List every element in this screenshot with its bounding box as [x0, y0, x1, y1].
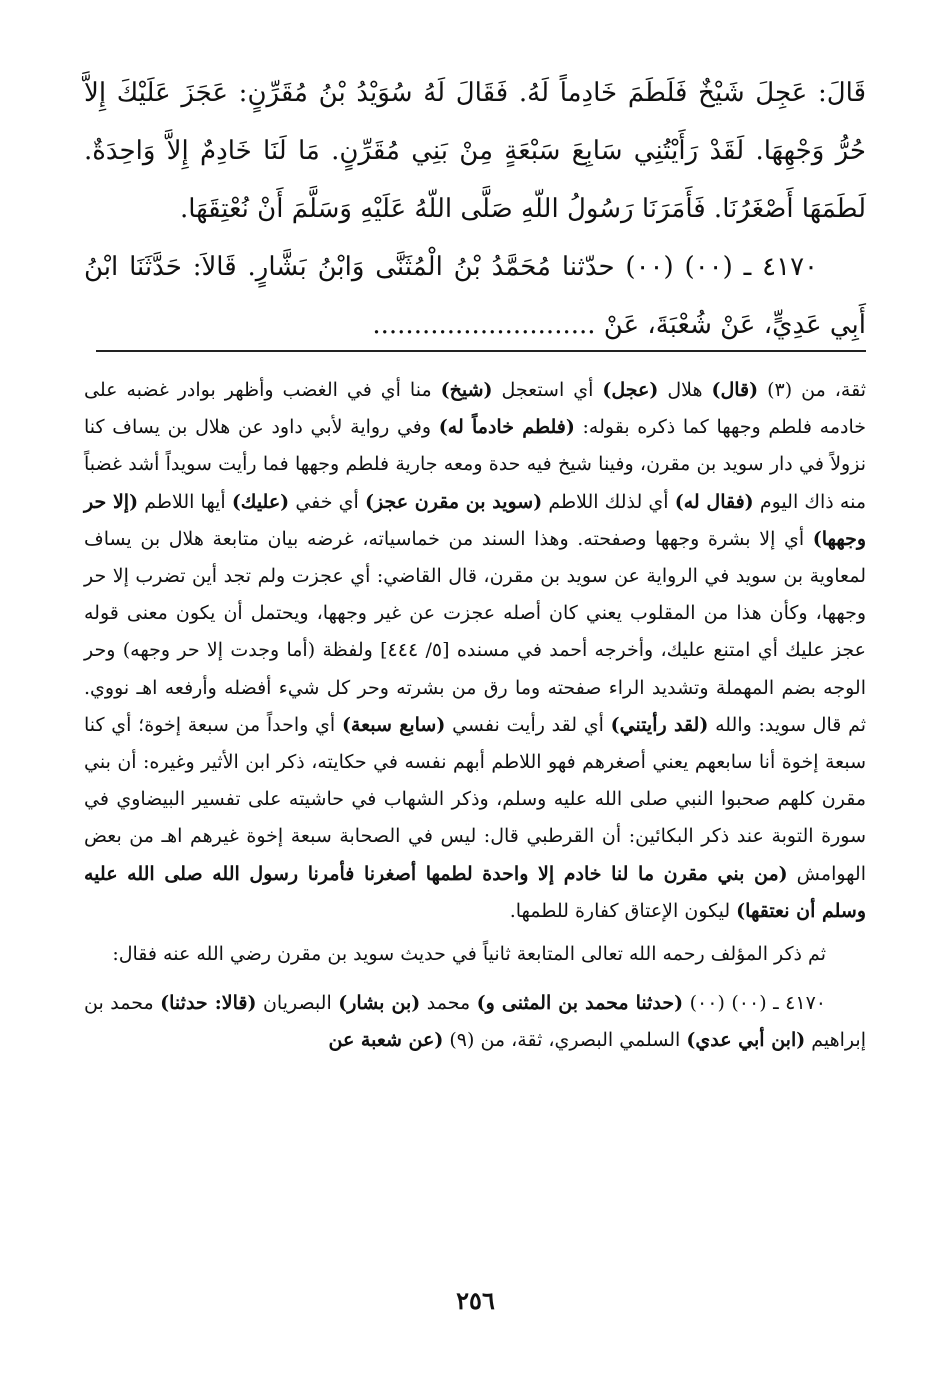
commentary-paragraph: ثقة، من (٣) (قال) هلال (عجل) أي استعجل (شيخ) منا أي في الغضب وأظهر بوادر غضبه على خادمه فلطم وجهها كما ذكره بقوله: (فلطم خادماً له) وفي رواية لأبي داود عن هلال بن يساف كنا نزولاً في دار سويد بن مقرن، وفينا شيخ فيه حدة ومعه جارية فلطم وجهها فما رأيت سويداً أشد غضباً منه ذاك اليوم (فقال له) أي لذلك اللاطم (سويد بن مقرن عجز) أي خفي (عليك) أيها اللاطم (إلا حر وجهها) أي إلا بشرة وجهها وصفحته. وهذا السند من خماسياته، غرضه بيان متابعة هلال بن يساف لمعاوية بن سويد في الرواية عن سويد بن مقرن، قال القاضي: أي عجزت ولم تجد أين تضرب إلا حر وجهها، وكأن هذا من المقلوب يعني كان أصله عجزت عن غير وجهها، ويحتمل أن يكون معنى قوله عجز عليك أي امتنع عليك، وأخرجه أحمد في مسنده [٥/ ٤٤٤] ولفظة (أما وجدت إلا حر وجهه) وحر الوجه بضم المهملة وتشديد الراء صفحته وما رق من بشرته وحر كل شيء أفضله وأرفعه اهـ نووي. ثم قال سويد: والله (لقد رأيتني) أي لقد رأيت نفسي (سابع سبعة) أي واحداً من سبعة إخوة؛ أي كنا سبعة إخوة أنا سابعهم يعني أصغرهم فهو اللاطم أبهم نفسه في حكايته، ذكر ابن الأثير وغيره: أن بني مقرن كلهم صحبوا النبي صلى الله عليه وسلم، وذكر الشهاب في حاشيته على تفسير البيضاوي في سورة التوبة عند ذكر البكائين: أن القرطبي قال: ليس في الصحابة سبعة إخوة غيرهم اهـ من بعض الهوامش (من بني مقرن ما لنا خادم إلا واحدة لطمها أصغرنا فأمرنا رسول الله صلى الله عليه وسلم أن نعتقها) ليكون الإعتاق كفارة للطمها. — [84, 379, 867, 922]
commentary-block — [84, 372, 866, 1060]
hadith-isnad: ٤١٧٠ ـ (٠٠) (٠٠) حدّثنا مُحَمَّدُ بْنُ الْمُثَنَّى وَابْنُ بَشَّارٍ. قَالاَ: حَدَّثَنَا ابْنُ أَبِي عَدِيٍّ، عَنْ شُعْبَةَ، عَنْ ........................... — [84, 252, 866, 340]
hadith-matn: قَالَ: عَجِلَ شَيْخٌ فَلَطَمَ خَادِماً لَهُ. فَقَالَ لَهُ سُوَيْدُ بْنُ مُقَرِّنٍ: عَجَزَ عَلَيْكَ إِلاَّ حُرُّ وَجْهِهَا. لَقَدْ رَأَيْتُنِي سَابِعَ سَبْعَةٍ مِنْ بَنِي مُقَرِّنٍ. مَا لَنَا خَادِمٌ إِلاَّ وَاحِدَةٌ. لَطَمَهَا أَصْغَرُنَا. فَأَمَرَنَا رَسُولُ اللّهِ صَلَّى اللّهُ عَلَيْهِ وَسَلَّمَ أَنْ نُعْتِقَهَا. — [84, 78, 866, 224]
transition-paragraph: ثم ذكر المؤلف رحمه الله تعالى المتابعة ثانياً في حديث سويد بن مقرن رضي الله عنه فقال: — [112, 943, 826, 966]
footnote-divider — [96, 350, 866, 352]
page-number: ٢٥٦ — [456, 1286, 495, 1315]
main-text-block — [84, 64, 866, 354]
next-hadith-paragraph: ٤١٧٠ ـ (٠٠) (٠٠) (حدثنا محمد بن المثنى و) محمد (بن بشار) البصريان (قالا: حدثنا) محمد بن إبراهيم (ابن أبي عدي) السلمي البصري، ثقة، من (٩) (عن شعبة عن — [84, 992, 866, 1052]
